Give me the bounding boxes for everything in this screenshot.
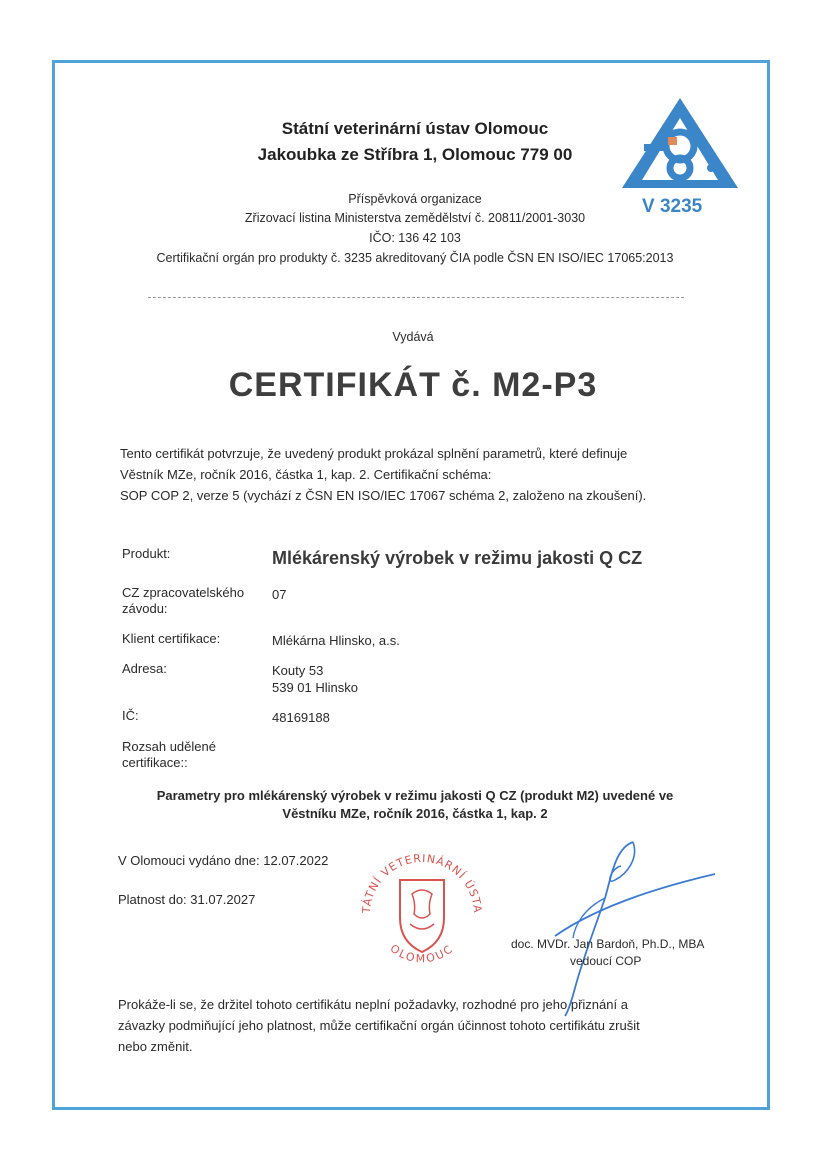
scope-line-1: Parametry pro mlékárenský výrobek v režimu jakosti Q CZ (produkt M2) uvedené ve — [156, 788, 674, 803]
plant-value: 07 — [272, 587, 287, 602]
founding-charter: Zřizovací listina Ministerstva zemědělství č. 20811/2001-3030 — [244, 211, 586, 225]
plant-label-2: závodu: — [122, 601, 168, 616]
validity-date: Platnost do: 31.07.2027 — [118, 892, 256, 907]
client-value: Mlékárna Hlinsko, a.s. — [272, 633, 400, 648]
certificate-title: CERTIFIKÁT č. M2-P3 — [228, 366, 598, 404]
footer-line-1: Prokáže-li se, že držitel tohoto certifikátu neplní požadavky, rozhodné pro jeho přiznání a — [118, 997, 628, 1012]
accreditation-line: Certifikační orgán pro produkty č. 3235 akreditovaný ČIA podle ČSN EN ISO/IEC 17065:2013 — [156, 251, 674, 265]
ico-number: IČO: 136 42 103 — [369, 231, 461, 245]
signature-icon — [535, 838, 725, 1018]
signatory-name: doc. MVDr. Jan Bardoň, Ph.D., MBA — [511, 937, 705, 951]
stamp-text-bottom: OLOMOUC — [387, 941, 457, 966]
issue-date: V Olomouci vydáno dne: 12.07.2022 — [118, 853, 329, 868]
scope-label-2: certifikace:: — [122, 755, 188, 770]
triangle-logo-icon — [618, 94, 742, 194]
issuer-label: Vydává — [392, 330, 434, 344]
intro-line-3: SOP COP 2, verze 5 (vychází z ČSN EN ISO/IEC 17067 schéma 2, založeno na zkoušení). — [120, 488, 647, 503]
official-stamp — [352, 842, 492, 982]
scope-line-2: Věstníku MZe, ročník 2016, částka 1, kap. 2 — [282, 806, 548, 821]
signature-scribble — [535, 838, 725, 1018]
scope-label-1: Rozsah udělené — [122, 739, 216, 754]
address-label: Adresa: — [122, 661, 167, 676]
header-divider — [148, 297, 684, 298]
footer-line-3: nebo změnit. — [118, 1039, 193, 1054]
institution-address: Jakoubka ze Stříbra 1, Olomouc 779 00 — [257, 145, 573, 164]
address-line-2: 539 01 Hlinsko — [272, 680, 358, 695]
ic-label: IČ: — [122, 708, 139, 723]
intro-line-2: Věstník MZe, ročník 2016, částka 1, kap. 2. Certifikační schéma: — [120, 467, 492, 482]
stamp-icon — [352, 842, 492, 982]
ic-value: 48169188 — [272, 710, 330, 725]
product-value: Mlékárenský výrobek v režimu jakosti Q CZ — [272, 548, 643, 568]
certification-logo — [618, 94, 742, 224]
stamp-text-top: TÁTNÍ VETERINÁRNÍ ÚSTA — [359, 851, 485, 914]
signatory-role: vedoucí COP — [570, 954, 642, 968]
footer-note — [118, 994, 738, 1057]
client-label: Klient certifikace: — [122, 631, 221, 646]
svg-text:OLOMOUC — [388, 942, 457, 966]
intro-line-1: Tento certifikát potvrzuje, že uvedený produkt prokázal splnění parametrů, které definuje — [120, 446, 628, 461]
scope-text — [100, 787, 730, 823]
intro-paragraph — [120, 443, 720, 506]
plant-label-1: CZ zpracovatelského — [122, 585, 245, 600]
svg-text:STÁTNÍ VETERINÁRNÍ ÚSTAV — [352, 842, 484, 915]
footer-line-2: závazky podmiňující jeho platnost, může certifikační orgán účinnost tohoto certifikátu zrušit — [118, 1018, 640, 1033]
org-type: Příspěvková organizace — [348, 192, 482, 206]
institution-name: Státní veterinární ústav Olomouc — [281, 119, 549, 138]
product-label: Produkt: — [122, 546, 171, 561]
logo-code: V 3235 — [642, 196, 703, 217]
address-line-1: Kouty 53 — [272, 663, 324, 678]
